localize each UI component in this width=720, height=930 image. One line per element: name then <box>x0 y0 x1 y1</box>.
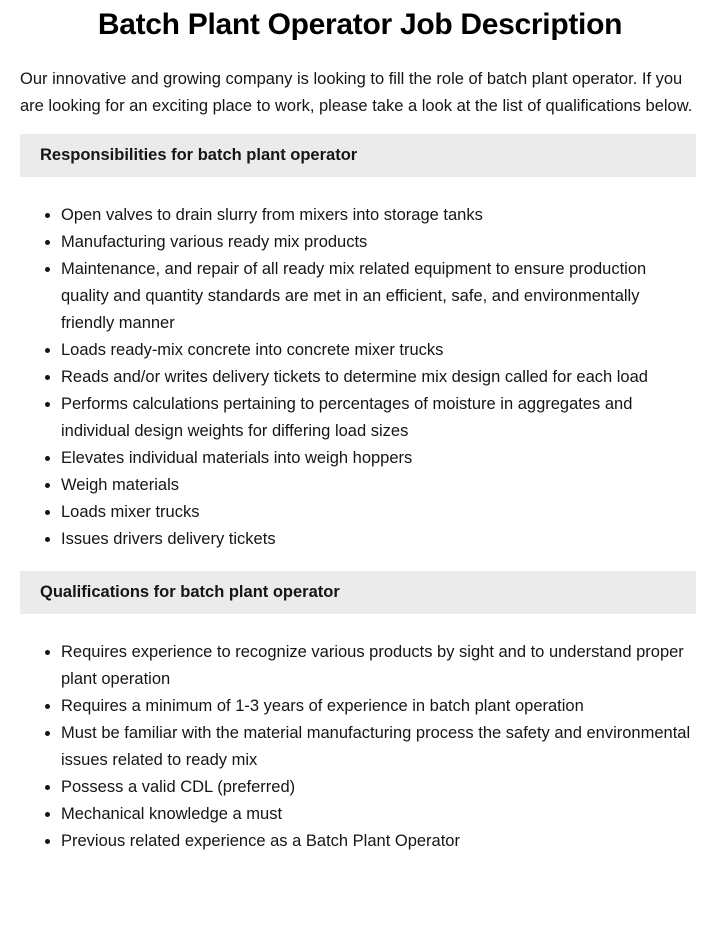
responsibilities-section <box>0 134 720 553</box>
list-item: • Loads ready-mix concrete into concrete mixer trucks <box>61 337 696 364</box>
list-item: • Elevates individual materials into weigh hoppers <box>61 445 696 472</box>
qualifications-section-heading: Qualifications for batch plant operator <box>20 571 696 614</box>
list-item: • Mechanical knowledge a must <box>61 801 696 828</box>
list-item: • Must be familiar with the material manufacturing process the safety and environmental issues related to ready mix <box>61 720 696 774</box>
list-item: • Previous related experience as a Batch Plant Operator <box>61 828 696 855</box>
list-item: • Manufacturing various ready mix products <box>61 229 696 256</box>
list-item: • Requires experience to recognize various products by sight and to understand proper plant operation <box>61 639 696 693</box>
list-item: • Issues drivers delivery tickets <box>61 526 696 553</box>
list-item: • Loads mixer trucks <box>61 499 696 526</box>
list-item: • Weigh materials <box>61 472 696 499</box>
responsibilities-section-heading: Responsibilities for batch plant operator <box>20 134 696 177</box>
list-item: • Reads and/or writes delivery tickets to determine mix design called for each load <box>61 364 696 391</box>
list-item: • Performs calculations pertaining to percentages of moisture in aggregates and individual design weights for differing load sizes <box>61 391 696 445</box>
qualifications-section <box>0 571 720 855</box>
intro-paragraph: Our innovative and growing company is looking to fill the role of batch plant operator. If you are looking for an exciting place to work, please take a look at the list of qualifications below. <box>20 70 693 115</box>
list-item: • Requires a minimum of 1-3 years of experience in batch plant operation <box>61 693 696 720</box>
responsibilities-list <box>0 202 696 553</box>
list-item: • Maintenance, and repair of all ready mix related equipment to ensure production quality and quantity standards are met in an efficient, safe, and environmentally friendly manner <box>61 256 696 337</box>
page-title: Batch Plant Operator Job Description <box>97 8 623 41</box>
list-item: • Possess a valid CDL (preferred) <box>61 774 696 801</box>
qualifications-list <box>0 639 696 855</box>
list-item: • Open valves to drain slurry from mixers into storage tanks <box>61 202 696 229</box>
